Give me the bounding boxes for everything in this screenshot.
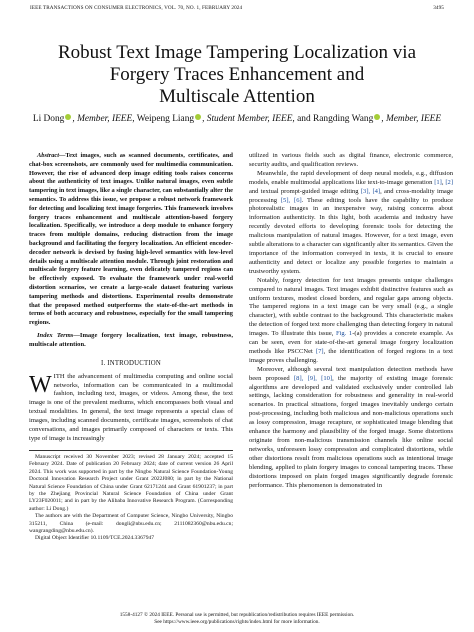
author-role: , Student Member, IEEE xyxy=(202,114,293,124)
figure-link[interactable]: Fig. 1 xyxy=(335,330,353,338)
index-terms-label: Index Terms— xyxy=(37,331,80,339)
citation-link[interactable]: [8], [9], [10] xyxy=(293,374,333,382)
footnote-rule xyxy=(29,450,233,451)
orcid-icon[interactable] xyxy=(65,114,71,120)
abstract-text: Text images, such as scanned documents, certificates, and chat-box screenshots, are commonly used for multimedia communication. However, the rise of advanced deep image editing tools raises concerns about the authenticity of text images. Unlike natural images, even subtle tampering in text images, like a single character, can substantially alter the semantics. To address this issue, we propose a robust network framework for detecting and localizing text image forgeries. This framework involves forgery traces enhancement and multiscale attention-based forgery localization. Specifically, we introduce a deep module to enhance forgery traces from multiple domains, reducing distraction from the image background and facilitating the forgery localization. An efficient encoder-decoder network is devised by fusing high-level semantics with low-level details using a multiscale attention module. Through joint restoration and multiscale forgery feature learning, even delicately tampered regions can be effectively exposed. To evaluate the framework under real-world distortion scenarios, we create a large-scale dataset featuring various tampering methods and distortions. Experimental results demonstrate that the proposed method outperforms the state-of-the-art methods in terms of both accuracy and robustness, especially for the small tampering regions. xyxy=(29,152,233,327)
author-role: , Member, IEEE xyxy=(381,114,442,124)
intro-paragraph xyxy=(29,373,233,444)
citation-link[interactable]: [2] xyxy=(445,178,453,186)
text-run: Meanwhile, the rapid development of deep neural models, e.g., diffusion models, enable multimodal applications like text-to-image generation xyxy=(249,169,453,186)
orcid-icon[interactable] xyxy=(374,114,380,120)
citation-link[interactable]: [5], [6] xyxy=(280,196,302,204)
rights-link[interactable]: See https://www.ieee.org/publications/rights/index.html for more information. xyxy=(154,619,320,625)
copyright-line: 1558-4127 © 2024 IEEE. Personal use is permitted, but republication/redistribution requires IEEE permission. xyxy=(119,612,355,618)
copyright-footer xyxy=(20,612,454,626)
paragraph xyxy=(249,277,453,366)
title-line: Forgery Traces Enhancement and xyxy=(109,64,365,85)
footnote-manuscript: Manuscript received 30 November 2023; revised 28 January 2024; accepted 15 February 2024. Date of publication 20 February 2024; date of current version 26 April 2024. This work was supported in part by the Ningbo Natural Science Foundation-Young Doctoral Innovation Research Project under Grant 2022J080; in part by the National Natural Science Foundation of China under Grant 62171244 and Grant 61901237; in part by the Zhejiang Provincial Natural Science Foundation of China under Grant LY23F020011; and in part by the Alibaba Innovative Research Program. (Corresponding author: Li Dong.) xyxy=(29,453,233,512)
text-run: and textual prompt-guided image editing xyxy=(249,187,361,195)
left-column xyxy=(29,152,233,543)
abstract xyxy=(29,152,233,328)
paragraph: utilized in various fields such as digital finance, electronic commerce, security audits, and qualification reviews. xyxy=(249,152,453,168)
author-name: , and Rangding Wang xyxy=(292,114,374,124)
paragraph xyxy=(249,170,453,277)
citation-link[interactable]: [7] xyxy=(315,347,324,355)
author-name: , Weipeng Liang xyxy=(132,114,195,124)
text-run: . These editing tools have the capability to produce photorealistic images in an inexpensive way, raising concerns about information authenticity. In this light, both academia and industry have recently devoted efforts to developing forensic tools for detecting the malicious manipulation of natural images. However, for a text image, even subtle alterations to a character can significantly alter its semantics. Given the importance of the information conveyed in texts, it is crucial to ensure authenticity and detect or localize any possible forgeries to maintain a trustworthy system. xyxy=(249,196,454,275)
page-number: 3495 xyxy=(433,5,444,11)
section-heading: I. INTRODUCTION xyxy=(100,359,161,367)
text-run: -(a) provides a concrete example. As can be seen, even for state-of-the-art general image forgery localization methods like PSCCNet xyxy=(249,330,453,355)
title-line: Multiscale Attention xyxy=(159,86,315,107)
text-run: Notably, forgery detection for text images presents unique challenges compared to natural images. Text images exhibit distinctive features such as uniform textures, modest closed borders, and regular gaps among objects. The tampered regions in a text image can be very small (e.g., a single character), with subtle contrast to the background. This characteristic makes the detection of forged text more challenging than detecting forgery in natural images. To illustrate this issue, xyxy=(249,276,453,338)
citation-link[interactable]: [1] xyxy=(434,178,442,186)
citation-link[interactable]: [3], [4] xyxy=(360,187,381,195)
text-run: , the majority of existing image forensic algorithms are developed and validated exclusively under controlled lab settings, lacking consideration for robustness and generality in real-world scenarios. In practical situations, forged images inevitably undergo certain post-processing, including both malicious and non-malicious operations such as lossy compression, image recapture, or sophisticated image blending that enhance the harmony and plausibility of the forged image. Some distortions originate from non-malicious transmission channels like online social networks, unforeseen lossy compression and complicated distortions, while other distortions result from malicious operations such as intentional image blending, applied to plain forgery images to conceal tampering traces. These distortions imposed on plain forged images significantly degrade forensic performance. This phenomenon is demonstrated in xyxy=(249,374,453,489)
orcid-icon[interactable] xyxy=(195,114,201,120)
running-header xyxy=(30,5,444,11)
author-name: Li Dong xyxy=(32,114,65,124)
text-run: , and cross-modality image processing xyxy=(249,187,453,204)
author-role: , Member, IEEE xyxy=(72,114,133,124)
footnote-doi: Digital Object Identifier 10.1109/TCE.2024.3367947 xyxy=(35,535,155,542)
journal-name: IEEE TRANSACTIONS ON CONSUMER ELECTRONICS, VOL. 70, NO. 1, FEBRUARY 2024 xyxy=(30,5,243,11)
intro-text: ITH the advancement of multimedia computing and online social networks, information can be communicated in a multimodal fashion, including text, images, or videos. Among these, the text image is one of the prevalent mediums, which encompasses both visual and textual modalities. In general, the text image represents a special class of images, including scanned documents, certificate images, screenshots of chat conversations, and images primarily composed of characters or texts. This type of image is increasingly xyxy=(29,372,233,442)
index-terms-text: Image forgery localization, text image, robustness, multiscale attention. xyxy=(29,331,233,348)
abstract-label: Abstract— xyxy=(37,152,66,159)
paragraph xyxy=(249,366,453,491)
index-terms xyxy=(29,332,233,350)
text-run: , xyxy=(441,178,446,186)
right-column xyxy=(249,152,453,490)
author-list xyxy=(20,114,454,124)
title-line: Robust Text Image Tampering Localization via xyxy=(57,42,417,63)
footnote-affiliation: The authors are with the Department of Computer Science, Ningbo University, Ningbo 315211, China (e-mail: dongli@nbu.edu.cn; 2111082360@nbu.edu.cn; wangrangding@nbu.edu.cn). xyxy=(29,513,233,534)
drop-cap: W xyxy=(29,371,52,398)
text-run: Moreover, although several text manipulation detection methods have been proposed xyxy=(249,365,453,382)
text-run: , the identification of forged regions in a text image proves challenging. xyxy=(249,347,453,364)
paper-title xyxy=(20,42,454,108)
